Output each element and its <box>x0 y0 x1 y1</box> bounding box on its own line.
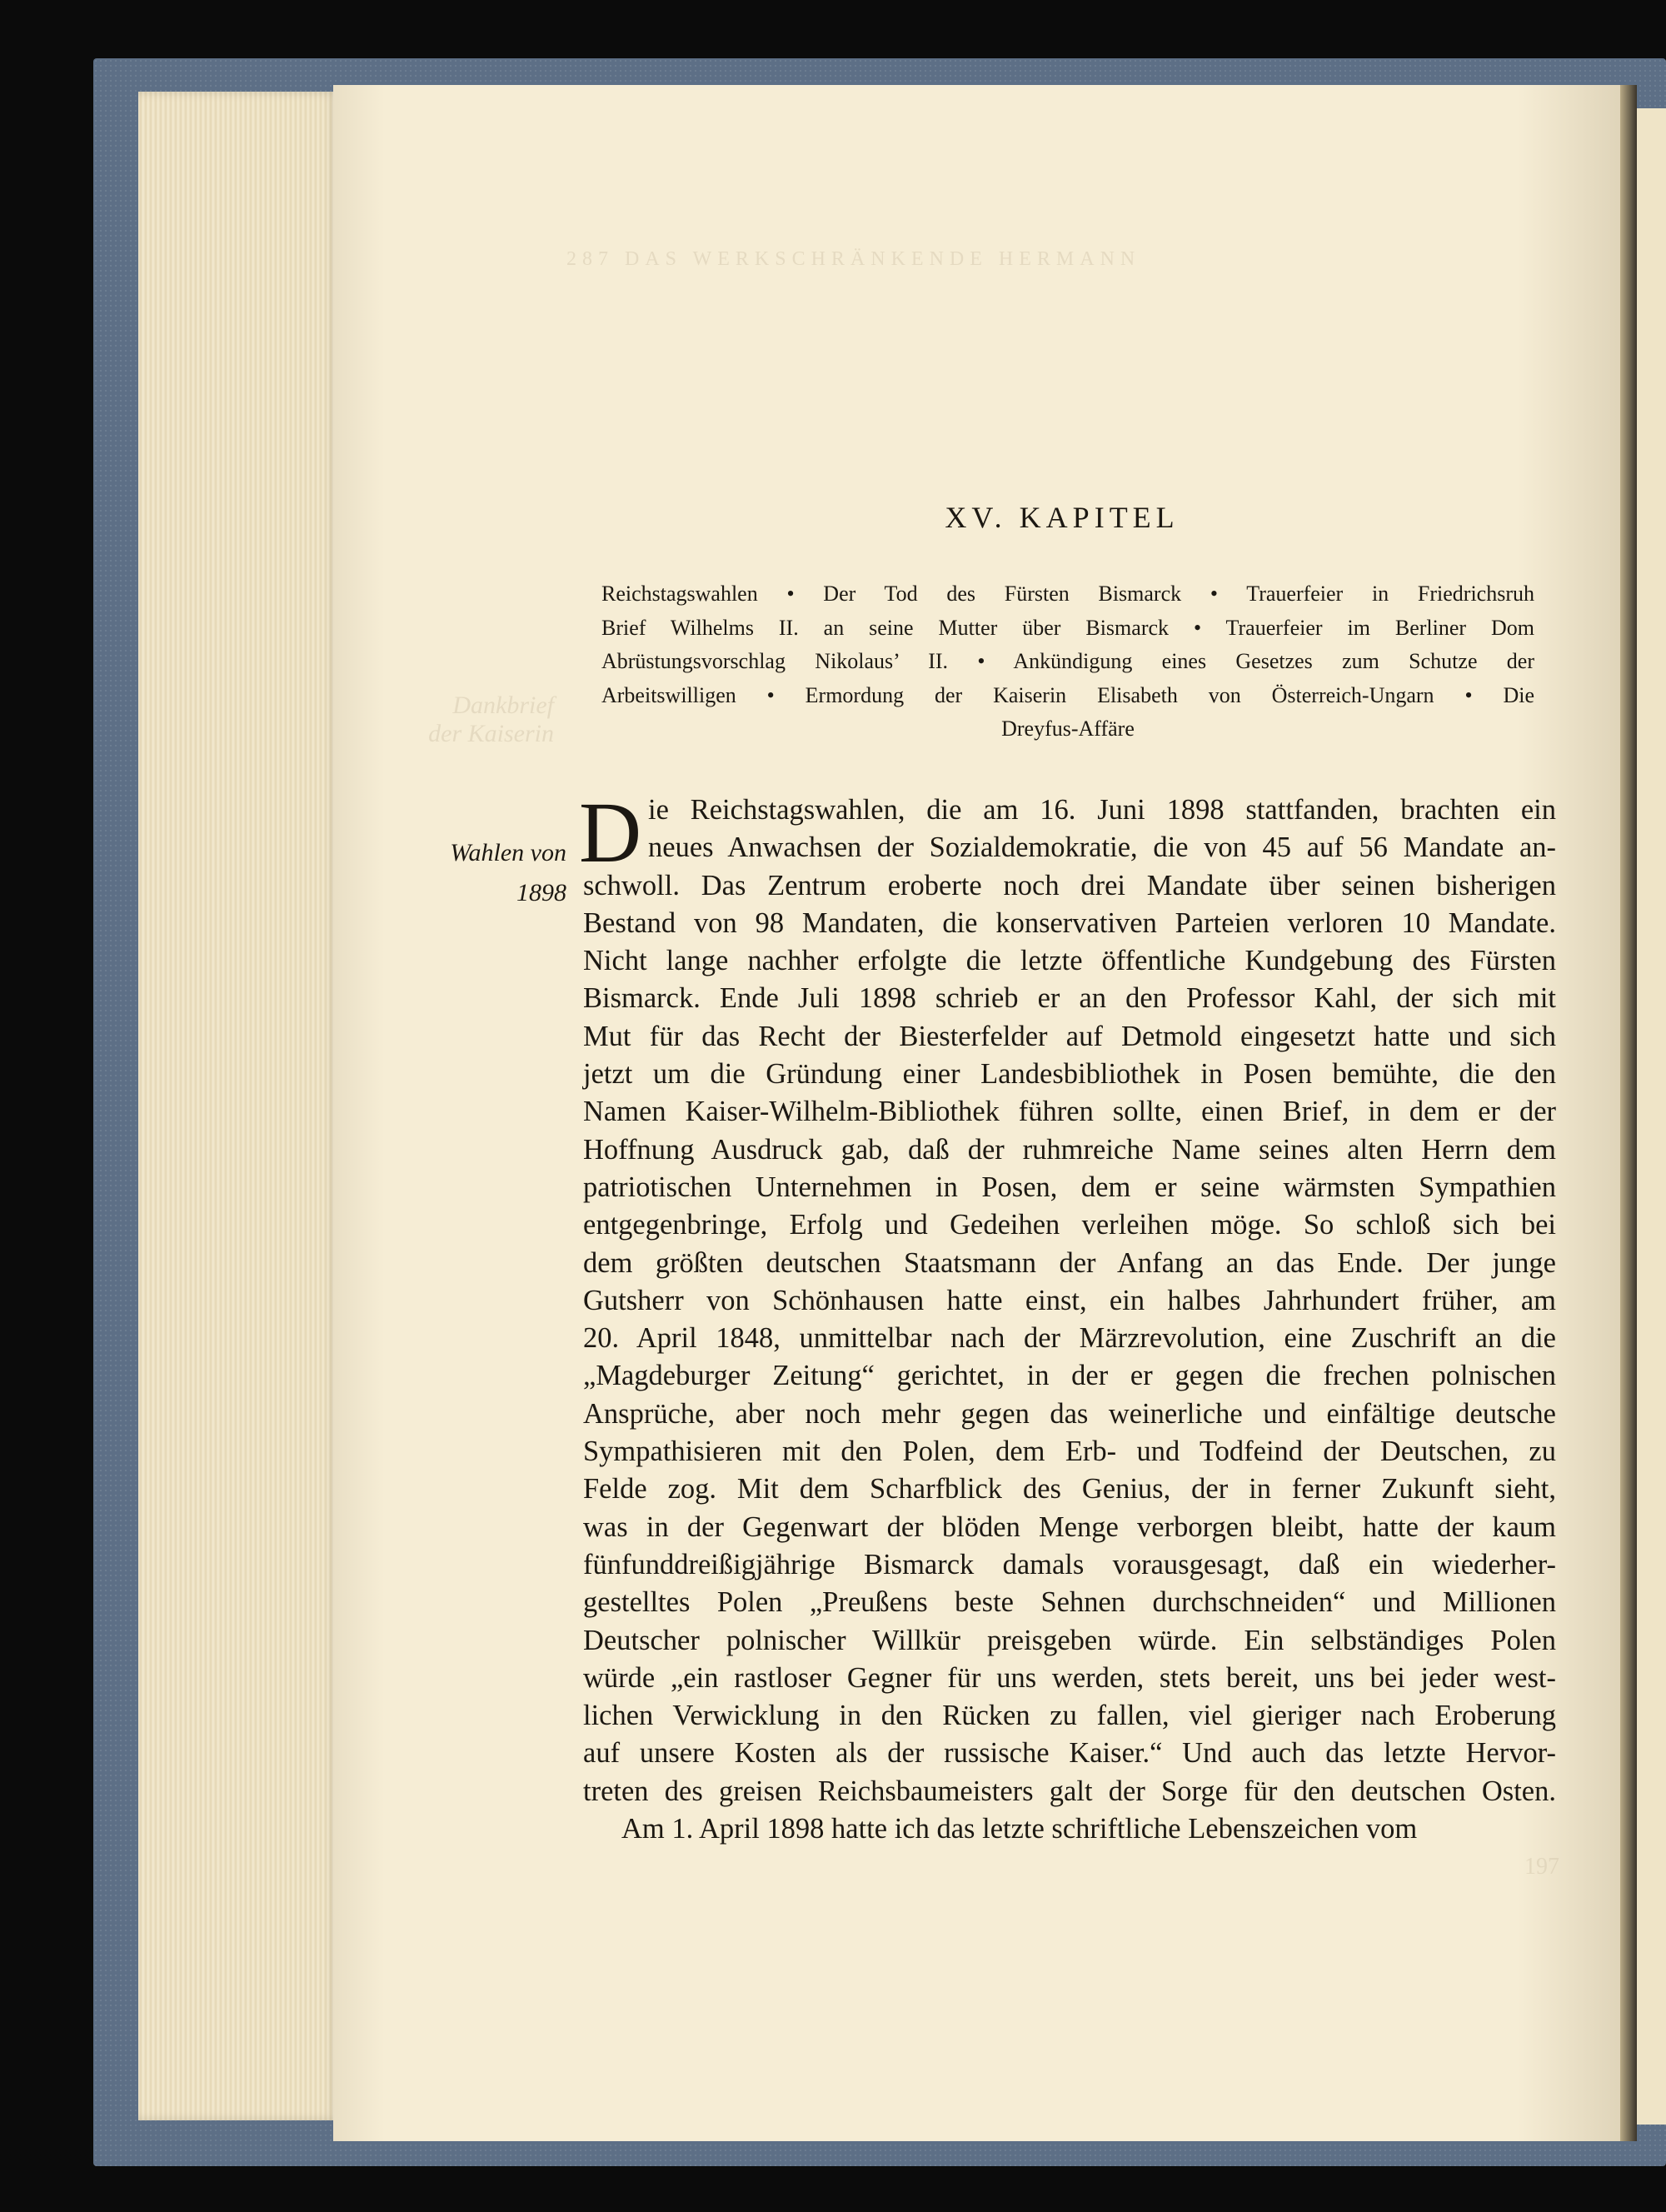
text-line: Bestand von 98 Mandaten, die konservativen Parteien verloren 10 Mandate. <box>583 906 1556 939</box>
bleedthrough-running-header: 287 DAS WERKSCHRÄNKENDE HERMANN <box>566 248 1141 270</box>
bleedthrough-folio: 197 <box>1524 1854 1559 1880</box>
text-line: auf unsere Kosten als der russische Kaiser.“ Und auch das letzte Hervor- <box>583 1737 1556 1770</box>
text-line: Hoffnung Ausdruck gab, daß der ruhmreiche Name seines alten Herrn dem <box>583 1133 1556 1166</box>
summary-line: Abrüstungsvorschlag Nikolaus’ II. • Ankündigung eines Gesetzes zum Schutze der <box>601 649 1534 673</box>
summary-line: Arbeitswilligen • Ermordung der Kaiserin Elisabeth von Österreich-Ungarn • Die <box>601 682 1534 707</box>
page-edges <box>138 92 340 2120</box>
text-line: gestelltes Polen „Preußens beste Sehnen durchschneiden“ und Millionen <box>583 1586 1556 1619</box>
text-line: was in der Gegenwart der blöden Menge verborgen bleibt, hatte der kaum <box>583 1510 1556 1543</box>
margin-note <box>392 833 566 913</box>
text-line: 20. April 1848, unmittelbar nach der Märzrevolution, eine Zuschrift an die <box>583 1322 1556 1355</box>
text-line: würde „ein rastloser Gegner für uns werden, stets bereit, uns bei jeder west- <box>583 1661 1556 1694</box>
text-line: Mut für das Recht der Biesterfelder auf Detmold eingesetzt hatte und sich <box>583 1020 1556 1052</box>
text-line: „Magdeburger Zeitung“ gerichtet, in der er gegen die frechen polnischen <box>583 1360 1556 1392</box>
facing-page-edge <box>1637 108 1666 2125</box>
text-line: schwoll. Das Zentrum eroberte noch drei Mandate über seinen bisherigen <box>583 869 1556 901</box>
text-line: dem größten deutschen Staatsmann der Anfang an das Ende. Der junge <box>583 1246 1556 1279</box>
text-line: Gutsherr von Schönhausen hatte einst, ein halbes Jahrhundert früher, am <box>583 1284 1556 1316</box>
text-line: patriotischen Unternehmen in Posen, dem er seine wärmsten Sympathien <box>583 1171 1556 1203</box>
bleedthrough-margin-note: Dankbrief der Kaiserin <box>428 692 554 747</box>
text-line: Nicht lange nachher erfolgte die letzte öffentliche Kundgebung des Fürsten <box>583 945 1556 977</box>
text-line: Bismarck. Ende Juli 1898 schrieb er an den Professor Kahl, der sich mit <box>583 982 1556 1015</box>
text-line: Am 1. April 1898 hatte ich das letzte schriftliche Lebenszeichen vom <box>621 1813 1418 1845</box>
margin-note-line: Wahlen von <box>450 839 566 866</box>
text-line: neues Anwachsen der Sozialdemokratie, die von 45 auf 56 Mandate an- <box>648 831 1556 864</box>
text-line: Ansprüche, aber noch mehr gegen das weinerliche und einfältige deutsche <box>583 1397 1556 1430</box>
margin-note-line: 1898 <box>516 879 566 906</box>
text-line: jetzt um die Gründung einer Landesbibliothek in Posen bemühte, die den <box>583 1058 1556 1091</box>
book-gutter <box>1620 85 1637 2141</box>
text-line: Sympathisieren mit den Polen, dem Erb- und Todfeind der Deutschen, zu <box>583 1436 1556 1468</box>
body-text <box>583 791 1556 1848</box>
text-line: lichen Verwicklung in den Rücken zu fallen, viel gieriger nach Eroberung <box>583 1700 1556 1732</box>
summary-line: Dreyfus-Affäre <box>1001 717 1135 741</box>
text-line: Deutscher polnischer Willkür preisgeben würde. Ein selbständiges Polen <box>583 1624 1556 1656</box>
text-line: Felde zog. Mit dem Scharfblick des Genius, der in ferner Zukunft sieht, <box>583 1473 1556 1505</box>
text-line: entgegenbringe, Erfolg und Gedeihen verleihen möge. So schloß sich bei <box>583 1209 1556 1241</box>
text-line: treten des greisen Reichsbaumeisters galt der Sorge für den deutschen Osten. <box>583 1775 1556 1807</box>
summary-line: Brief Wilhelms II. an seine Mutter über Bismarck • Trauerfeier im Berliner Dom <box>601 615 1534 640</box>
text-line: Namen Kaiser-Wilhelm-Bibliothek führen sollte, einen Brief, in dem er der <box>583 1096 1556 1128</box>
chapter-title: XV. KAPITEL <box>945 501 1180 534</box>
text-line: fünfunddreißigjährige Bismarck damals vorausgesagt, daß ein wiederher- <box>583 1548 1556 1580</box>
drop-cap: D <box>579 785 642 881</box>
summary-line: Reichstagswahlen • Der Tod des Fürsten Bismarck • Trauerfeier in Friedrichsruh <box>601 582 1534 606</box>
chapter-summary <box>601 577 1534 746</box>
text-line: ie Reichstagswahlen, die am 16. Juni 1898 stattfanden, brachten ein <box>648 794 1556 826</box>
